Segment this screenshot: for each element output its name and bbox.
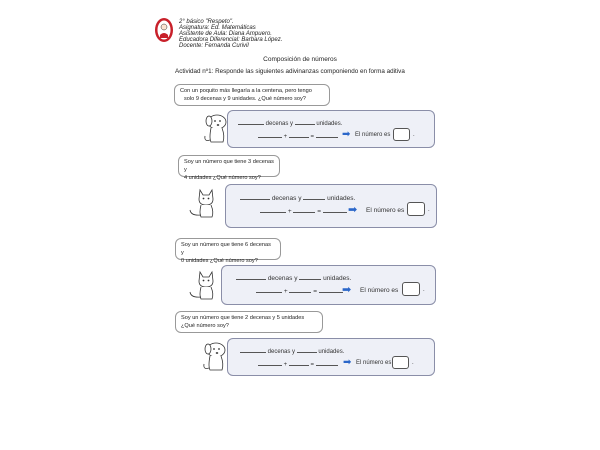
result-label-4: El número es (356, 360, 392, 366)
tens-label-4: decenas y (267, 349, 296, 355)
units-label-4: unidades. (318, 349, 345, 355)
riddle-4-line-1: Soy un número que tiene 2 decenas y 5 unidades (181, 315, 305, 321)
answer-panel-2 (225, 184, 437, 228)
sum-blank-2[interactable] (323, 207, 347, 213)
plus-sign-2: + (287, 208, 292, 215)
school-logo-icon (154, 17, 174, 43)
riddle-3-line-2: 0 unidades ¿Qué número soy? (181, 258, 258, 264)
riddle-1-line-1: Con un poquito más llegaría a la centena, pero tengo (180, 88, 312, 94)
result-box-1[interactable] (393, 128, 410, 141)
arrow-right-icon: ➡ (348, 204, 358, 216)
page-title: Composición de números (263, 56, 337, 63)
activity-instruction: Actividad nº1: Responde las siguientes adivinanzas componiendo en forma aditiva (175, 68, 405, 75)
period-4: . (412, 360, 414, 366)
arrow-right-icon: ➡ (342, 129, 351, 140)
equals-sign-4: = (310, 362, 315, 368)
tens-label-2: decenas y (271, 195, 302, 202)
answer-panel-4 (227, 338, 435, 376)
addend-tens-blank-3[interactable] (256, 287, 282, 293)
riddle-bubble-2 (178, 155, 280, 181)
units-blank-3[interactable] (299, 274, 321, 280)
plus-sign-3: + (283, 288, 288, 295)
riddle-2-line-1: Soy un número que tiene 3 decenas y (184, 159, 274, 173)
riddle-3-line-1: Soy un número que tiene 6 decenas y (181, 242, 271, 256)
addend-tens-blank-2[interactable] (260, 207, 286, 213)
arrow-right-icon: ➡ (342, 284, 352, 296)
units-label-1: unidades. (316, 121, 343, 127)
tens-blank-2[interactable] (240, 194, 270, 200)
header-educator: Educadora Diferencial: Barbara López. (179, 37, 283, 43)
dog-icon (200, 340, 230, 374)
result-label-2: El número es (366, 207, 405, 214)
result-label-1: El número es (355, 132, 391, 138)
addend-units-blank-4[interactable] (289, 360, 309, 366)
sum-blank-4[interactable] (316, 360, 338, 366)
plus-sign-1: + (283, 134, 288, 140)
header-teacher: Docente: Fernanda Curivil (179, 43, 249, 49)
tens-label-1: decenas y (265, 121, 294, 127)
addend-tens-blank-4[interactable] (258, 360, 282, 366)
period-2: . (428, 207, 430, 213)
riddle-4-line-2: ¿Qué número soy? (181, 323, 229, 329)
equals-sign-3: = (313, 288, 318, 295)
cat-icon (186, 186, 224, 220)
units-blank-4[interactable] (297, 347, 317, 353)
tens-blank-4[interactable] (240, 347, 266, 353)
plus-sign-4: + (283, 362, 288, 368)
equals-sign-1: = (310, 134, 315, 140)
tens-label-3: decenas y (267, 275, 298, 282)
result-box-3[interactable] (402, 282, 420, 296)
units-label-2: unidades. (327, 195, 356, 202)
riddle-bubble-4 (175, 311, 323, 333)
answer-panel-1 (227, 110, 435, 148)
riddle-bubble-3 (175, 238, 281, 264)
units-label-3: unidades. (323, 275, 352, 282)
header-subject: Asignatura: Ed. Matemáticas (179, 25, 256, 31)
riddle-bubble-1 (174, 84, 330, 106)
period-1: . (413, 132, 415, 138)
result-box-4[interactable] (392, 356, 409, 369)
addend-units-blank-2[interactable] (293, 207, 315, 213)
answer-panel-3 (221, 265, 436, 305)
arrow-right-icon: ➡ (343, 357, 352, 368)
riddle-1-line-2: solo 9 decenas y 9 unidades. ¿Qué número soy? (184, 96, 306, 102)
addend-tens-blank-1[interactable] (258, 132, 282, 138)
header-grade: 2° básico "Respeto". (179, 19, 234, 25)
sum-blank-3[interactable] (319, 287, 343, 293)
result-box-2[interactable] (407, 202, 425, 216)
period-3: . (423, 287, 425, 293)
tens-blank-1[interactable] (238, 119, 264, 125)
addend-units-blank-1[interactable] (289, 132, 309, 138)
addend-units-blank-3[interactable] (289, 287, 311, 293)
units-blank-1[interactable] (295, 119, 315, 125)
sum-blank-1[interactable] (316, 132, 338, 138)
units-blank-2[interactable] (303, 194, 325, 200)
result-label-3: El número es (360, 287, 399, 294)
header-assistant: Asistente de Aula: Diana Ampuero. (179, 31, 272, 37)
riddle-2-line-2: 4 unidades ¿Qué número soy? (184, 175, 261, 181)
equals-sign-2: = (317, 208, 322, 215)
tens-blank-3[interactable] (236, 274, 266, 280)
cat-icon (186, 268, 224, 302)
